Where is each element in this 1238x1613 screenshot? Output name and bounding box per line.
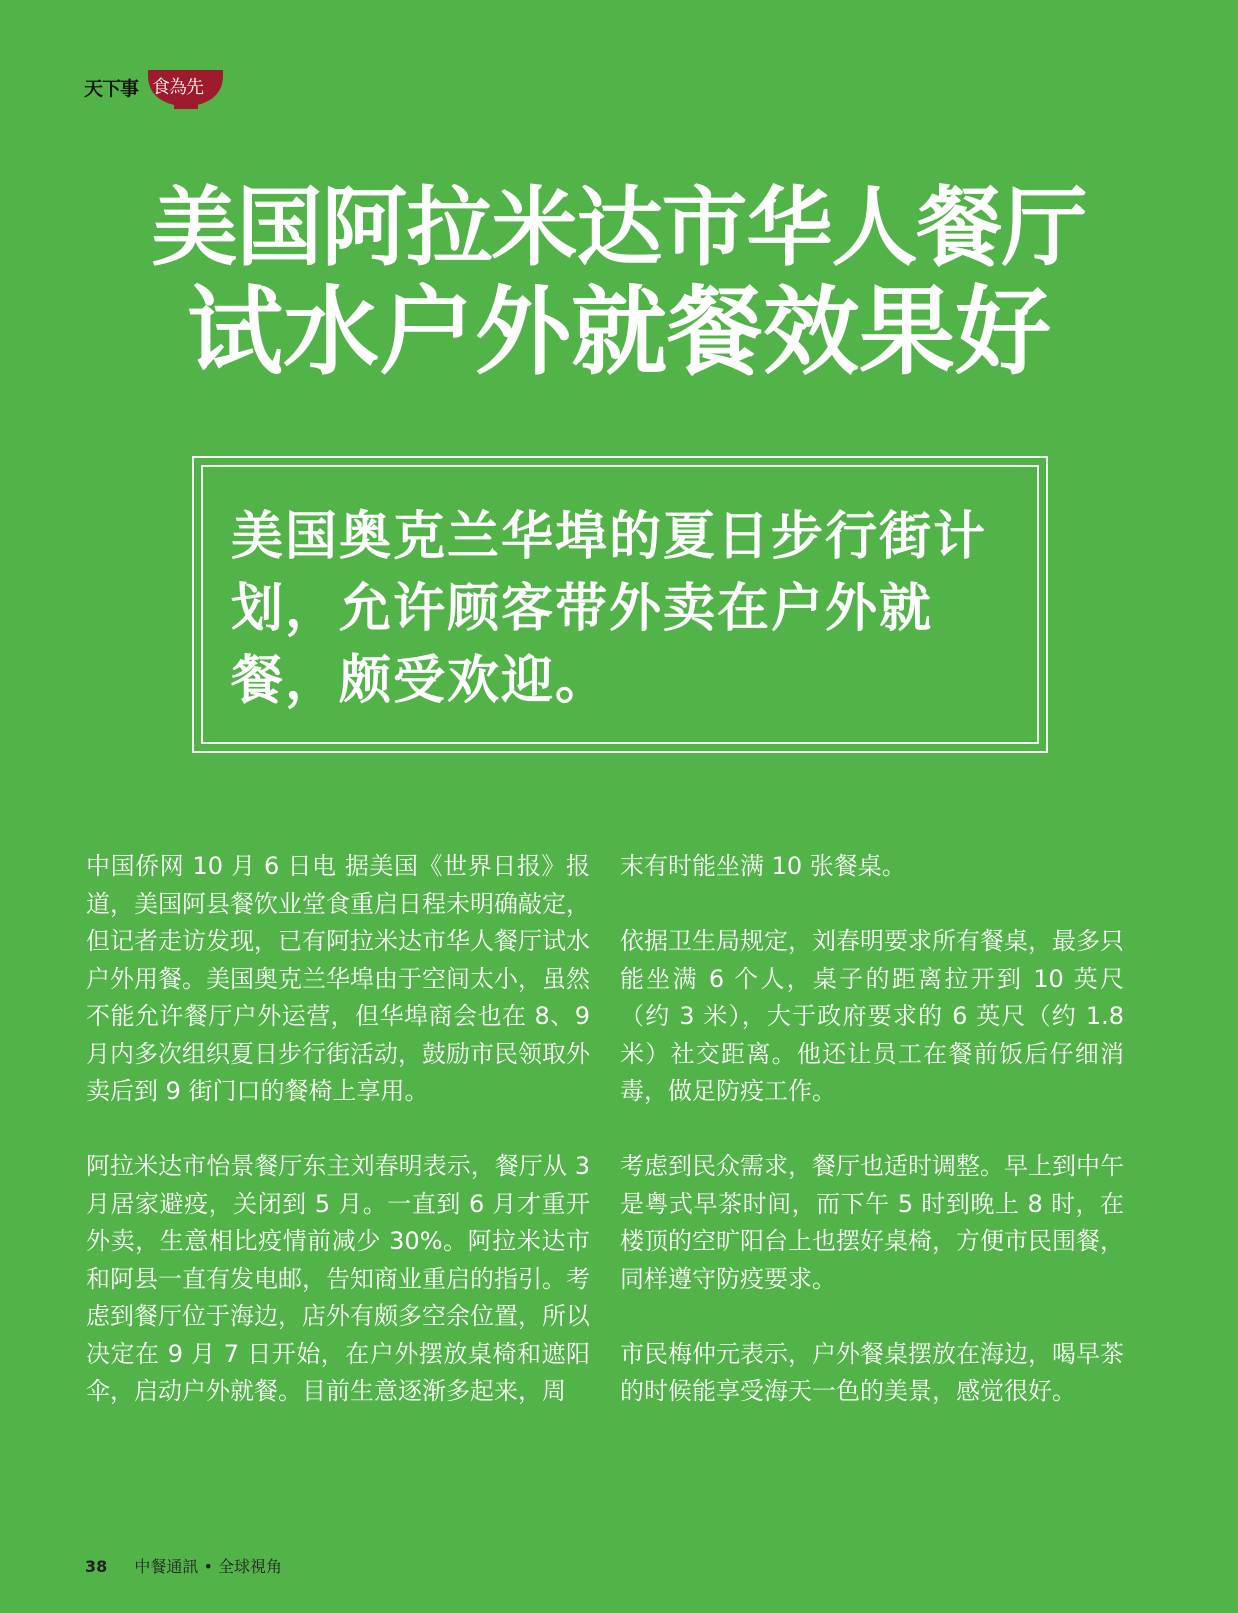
section-tag-right: 食為先 — [152, 77, 203, 98]
lead-box — [192, 456, 1048, 753]
title-line-1: 美国阿拉米达市华人餐厅 — [151, 178, 1087, 278]
page-number: 38 — [85, 1557, 108, 1576]
paragraph: 末有时能坐满 10 张餐桌。 — [620, 852, 906, 880]
paragraph: 中国侨网 10 月 6 日电 据美国《世界日报》报道，美国阿县餐饮业堂食重启日程未明确敲定，但记者走访发现，已有阿拉米达市华人餐厅试水户外用餐。美国奥克兰华埠由于空间太小，虽然不能允许餐厅户外运营，但华埠商会也在 8、9 月内多次组织夏日步行街活动，鼓励市民领取外卖后到 9 街门口的餐椅上享用。 — [86, 852, 590, 1105]
title-line-2: 试水户外就餐效果好 — [187, 276, 1051, 388]
lead-text: 美国奥克兰华埠的夏日步行街计划，允许顾客带外卖在户外就餐，颇受欢迎。 — [231, 507, 988, 711]
paragraph: 阿拉米达市怡景餐厅东主刘春明表示，餐厅从 3 月居家避疫，关闭到 5 月。一直到 6 月才重开外卖，生意相比疫情前减少 30%。阿拉米达市和阿县一直有发电邮，告知商业重启的指引。考虑到餐厅位于海边，店外有颇多空余位置，所以决定在 9 月 7 日开始，在户外摆放桌椅和遮阳伞，启动户外就餐。目前生意逐渐多起来，周 — [86, 1152, 590, 1405]
paragraph: 市民梅仲元表示，户外餐桌摆放在海边，喝早茶的时候能享受海天一色的美景，感觉很好。 — [620, 1339, 1124, 1405]
paragraph: 考虑到民众需求，餐厅也适时调整。早上到中午是粤式早茶时间，而下午 5 时到晚上 8 时，在楼顶的空旷阳台上也摆好桌椅，方便市民围餐，同样遵守防疫要求。 — [620, 1152, 1124, 1293]
publication-name: 中餐通訊 • 全球視角 — [134, 1557, 282, 1576]
paragraph: 依据卫生局规定，刘春明要求所有餐桌，最多只能坐满 6 个人，桌子的距离拉开到 10 英尺（约 3 米），大于政府要求的 6 英尺（约 1.8 米）社交距离。他还让员工在餐前饭后仔细消毒，做足防疫工作。 — [620, 927, 1124, 1105]
article-title — [0, 176, 1238, 388]
body-column-right — [620, 848, 1124, 1448]
page-footer — [85, 1554, 282, 1577]
body-column-left — [86, 848, 590, 1448]
section-tag-left: 天下事 — [84, 78, 139, 100]
bowl-icon — [148, 70, 223, 110]
